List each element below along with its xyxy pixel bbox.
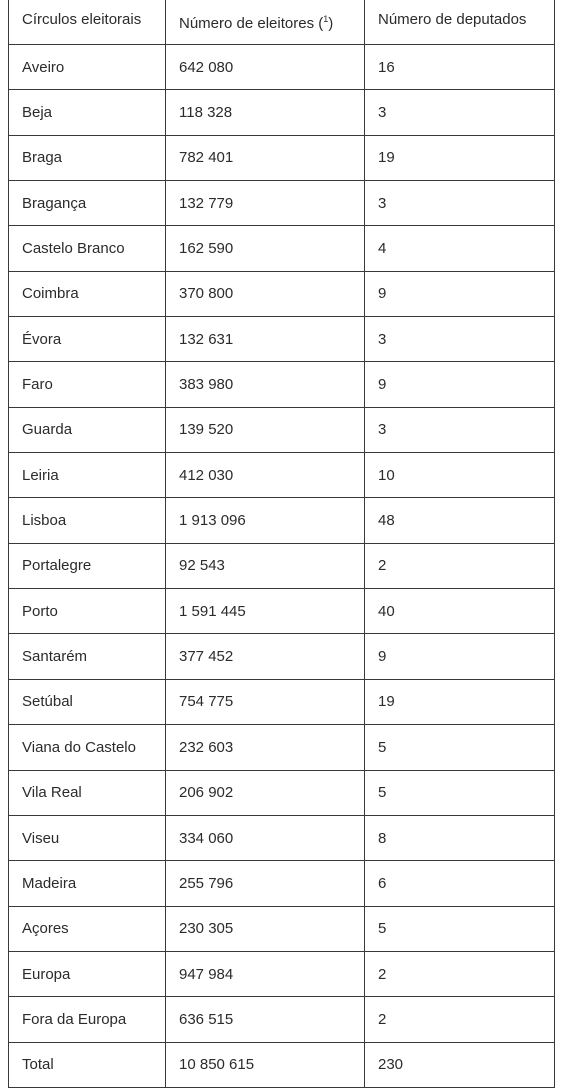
cell-eleitores: 642 080	[166, 45, 365, 90]
cell-circulo: Faro	[9, 362, 166, 407]
cell-deputados: 9	[365, 362, 555, 407]
table-header	[9, 0, 555, 45]
table-row	[9, 951, 555, 996]
cell-eleitores: 782 401	[166, 135, 365, 180]
cell-deputados: 3	[365, 90, 555, 135]
cell-deputados: 2	[365, 543, 555, 588]
cell-circulo: Évora	[9, 317, 166, 362]
table-row	[9, 861, 555, 906]
table-row	[9, 906, 555, 951]
header-row	[9, 0, 555, 45]
table-row	[9, 45, 555, 90]
cell-circulo: Aveiro	[9, 45, 166, 90]
cell-circulo: Bragança	[9, 181, 166, 226]
cell-deputados: 8	[365, 815, 555, 860]
table-row	[9, 181, 555, 226]
cell-circulo: Açores	[9, 906, 166, 951]
total-eleitores: 10 850 615	[166, 1042, 365, 1087]
cell-deputados: 5	[365, 770, 555, 815]
table-row	[9, 453, 555, 498]
table-row	[9, 407, 555, 452]
cell-eleitores: 139 520	[166, 407, 365, 452]
header-eleitores	[166, 0, 365, 45]
cell-circulo: Coimbra	[9, 271, 166, 316]
cell-eleitores: 132 779	[166, 181, 365, 226]
cell-circulo: Fora da Europa	[9, 997, 166, 1042]
cell-deputados: 40	[365, 589, 555, 634]
table-row	[9, 543, 555, 588]
table-row	[9, 725, 555, 770]
cell-circulo: Lisboa	[9, 498, 166, 543]
footnote-marker: 1	[323, 14, 329, 24]
cell-eleitores: 1 591 445	[166, 589, 365, 634]
cell-eleitores: 118 328	[166, 90, 365, 135]
cell-deputados: 9	[365, 271, 555, 316]
table-footer	[9, 1042, 555, 1087]
cell-eleitores: 92 543	[166, 543, 365, 588]
cell-deputados: 5	[365, 725, 555, 770]
cell-deputados: 2	[365, 951, 555, 996]
cell-deputados: 6	[365, 861, 555, 906]
cell-eleitores: 412 030	[166, 453, 365, 498]
electoral-districts-table	[8, 0, 555, 1088]
header-eleitores-close: )	[328, 15, 334, 32]
header-circulos-label: Círculos eleitorais	[22, 10, 142, 28]
cell-eleitores: 383 980	[166, 362, 365, 407]
header-eleitores-text: Número de eleitores (	[179, 15, 324, 32]
cell-eleitores: 370 800	[166, 271, 365, 316]
table-body	[9, 45, 555, 1043]
cell-deputados: 2	[365, 997, 555, 1042]
cell-deputados: 16	[365, 45, 555, 90]
header-eleitores-label	[179, 15, 333, 32]
cell-circulo: Vila Real	[9, 770, 166, 815]
cell-circulo: Porto	[9, 589, 166, 634]
table-row	[9, 997, 555, 1042]
table-row	[9, 679, 555, 724]
header-deputados-label: Número de deputados	[378, 10, 527, 28]
cell-eleitores: 754 775	[166, 679, 365, 724]
total-label: Total	[9, 1042, 166, 1087]
cell-deputados: 19	[365, 135, 555, 180]
cell-circulo: Madeira	[9, 861, 166, 906]
cell-circulo: Santarém	[9, 634, 166, 679]
cell-circulo: Viseu	[9, 815, 166, 860]
cell-deputados: 9	[365, 634, 555, 679]
cell-circulo: Castelo Branco	[9, 226, 166, 271]
cell-eleitores: 377 452	[166, 634, 365, 679]
table-row	[9, 815, 555, 860]
table-row	[9, 362, 555, 407]
table-row	[9, 271, 555, 316]
table-row	[9, 589, 555, 634]
cell-deputados: 4	[365, 226, 555, 271]
cell-circulo: Leiria	[9, 453, 166, 498]
table-row	[9, 770, 555, 815]
cell-eleitores: 232 603	[166, 725, 365, 770]
table-row	[9, 135, 555, 180]
table-row	[9, 634, 555, 679]
table-row	[9, 317, 555, 362]
cell-circulo: Setúbal	[9, 679, 166, 724]
header-deputados	[365, 0, 555, 45]
cell-circulo: Beja	[9, 90, 166, 135]
cell-deputados: 3	[365, 181, 555, 226]
cell-deputados: 3	[365, 407, 555, 452]
cell-deputados: 19	[365, 679, 555, 724]
cell-deputados: 5	[365, 906, 555, 951]
total-row	[9, 1042, 555, 1087]
header-circulos	[9, 0, 166, 45]
cell-deputados: 3	[365, 317, 555, 362]
cell-eleitores: 334 060	[166, 815, 365, 860]
table-row	[9, 90, 555, 135]
cell-eleitores: 162 590	[166, 226, 365, 271]
table-row	[9, 498, 555, 543]
cell-circulo: Europa	[9, 951, 166, 996]
cell-circulo: Viana do Castelo	[9, 725, 166, 770]
cell-deputados: 10	[365, 453, 555, 498]
cell-eleitores: 1 913 096	[166, 498, 365, 543]
cell-deputados: 48	[365, 498, 555, 543]
cell-eleitores: 132 631	[166, 317, 365, 362]
cell-circulo: Braga	[9, 135, 166, 180]
cell-eleitores: 206 902	[166, 770, 365, 815]
cell-eleitores: 230 305	[166, 906, 365, 951]
cell-eleitores: 255 796	[166, 861, 365, 906]
cell-eleitores: 947 984	[166, 951, 365, 996]
table-row	[9, 226, 555, 271]
cell-eleitores: 636 515	[166, 997, 365, 1042]
total-deputados: 230	[365, 1042, 555, 1087]
cell-circulo: Guarda	[9, 407, 166, 452]
cell-circulo: Portalegre	[9, 543, 166, 588]
